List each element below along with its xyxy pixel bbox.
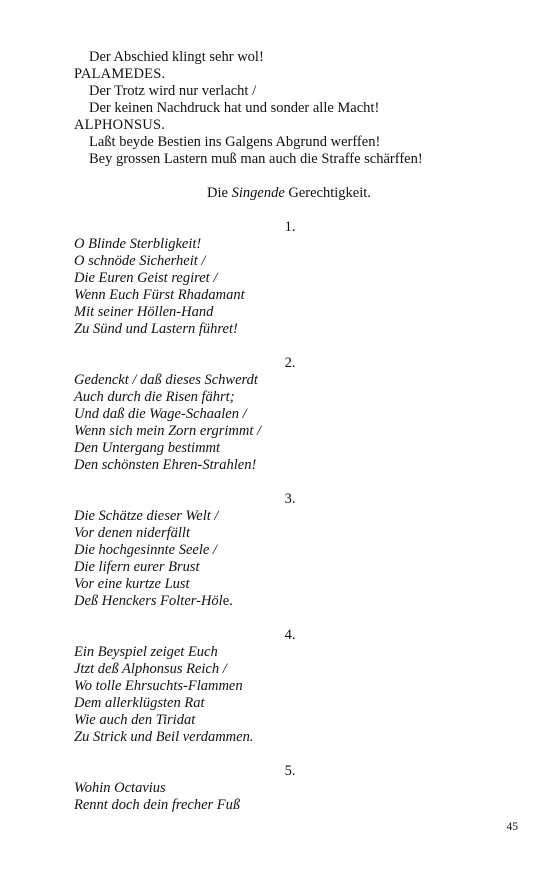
page-body bbox=[74, 49, 514, 814]
verse-line: Rennt doch dein frecher Fuß bbox=[74, 797, 241, 813]
stanza-number: 1. bbox=[284, 219, 296, 235]
verse-line: Den Untergang bestimmt bbox=[74, 440, 221, 456]
verse-line: Wenn sich mein Zorn ergrimmt / bbox=[74, 423, 262, 439]
verse-line: O schnöde Sicherheit / bbox=[74, 253, 206, 269]
dialogue-line: Der Abschied klingt sehr wol! bbox=[89, 49, 264, 65]
stanza-number: 2. bbox=[284, 355, 296, 371]
verse-line: Auch durch die Risen fährt; bbox=[74, 389, 235, 405]
verse-line: Jtzt deß Alphonsus Reich / bbox=[74, 661, 227, 677]
stanza-4 bbox=[74, 627, 514, 746]
verse-text: Deß Henckers Folter-Höl bbox=[74, 593, 223, 609]
dialogue-line: Der Trotz wird nur verlacht / bbox=[89, 83, 257, 99]
verse-line: Den schönsten Ehren-Strahlen! bbox=[74, 457, 257, 473]
verse-line: Vor denen niderfällt bbox=[74, 525, 190, 541]
heading-prefix: Die bbox=[207, 185, 232, 201]
verse-line: Und daß die Wage-Schaalen / bbox=[74, 406, 247, 422]
heading-suffix: Gerechtigkeit. bbox=[284, 185, 371, 201]
heading-italic: Singende bbox=[231, 185, 285, 201]
song-heading bbox=[74, 185, 504, 202]
dialogue-line: Bey grossen Lastern muß man auch die Straffe schärffen! bbox=[89, 151, 423, 167]
verse-line: Die lifern eurer Brust bbox=[74, 559, 200, 575]
verse-line: Die hochgesinnte Seele / bbox=[74, 542, 217, 558]
stanza-2 bbox=[74, 355, 514, 474]
verse-line: O Blinde Sterbligkeit! bbox=[74, 236, 202, 252]
stanza-1 bbox=[74, 219, 514, 338]
verse-line: Dem allerklügsten Rat bbox=[74, 695, 205, 711]
page-number: 45 bbox=[506, 821, 518, 833]
stanza-number: 4. bbox=[284, 627, 296, 643]
speaker-name: ALPHONSUS. bbox=[74, 117, 166, 133]
verse-line: Gedenckt / daß dieses Schwerdt bbox=[74, 372, 258, 388]
verse-line: Die Schätze dieser Welt / bbox=[74, 508, 219, 524]
verse-line: Ein Beyspiel zeiget Euch bbox=[74, 644, 218, 660]
verse-line: Zu Strick und Beil verdammen. bbox=[74, 729, 254, 745]
verse-line: Zu Sünd und Lastern führet! bbox=[74, 321, 238, 337]
verse-line: Wie auch den Tiridat bbox=[74, 712, 196, 728]
verse-line: Wo tolle Ehrsuchts-Flammen bbox=[74, 678, 243, 694]
dialogue-section bbox=[74, 49, 514, 168]
speaker-name: PALAMEDES. bbox=[74, 66, 166, 82]
verse-line: Mit seiner Höllen-Hand bbox=[74, 304, 214, 320]
stanza-5 bbox=[74, 763, 514, 814]
stanza-number: 3. bbox=[284, 491, 296, 507]
verse-line bbox=[74, 593, 514, 610]
verse-line: Wohin Octavius bbox=[74, 780, 166, 796]
verse-line: Wenn Euch Fürst Rhadamant bbox=[74, 287, 245, 303]
dialogue-line: Der keinen Nachdruck hat und sonder alle Macht! bbox=[89, 100, 380, 116]
verse-roman-suffix: e. bbox=[222, 593, 233, 609]
stanza-3 bbox=[74, 491, 514, 610]
dialogue-line: Laßt beyde Bestien ins Galgens Abgrund werffen! bbox=[89, 134, 381, 150]
verse-line: Die Euren Geist regiret / bbox=[74, 270, 218, 286]
verse-line: Vor eine kurtze Lust bbox=[74, 576, 190, 592]
stanza-number: 5. bbox=[284, 763, 296, 779]
